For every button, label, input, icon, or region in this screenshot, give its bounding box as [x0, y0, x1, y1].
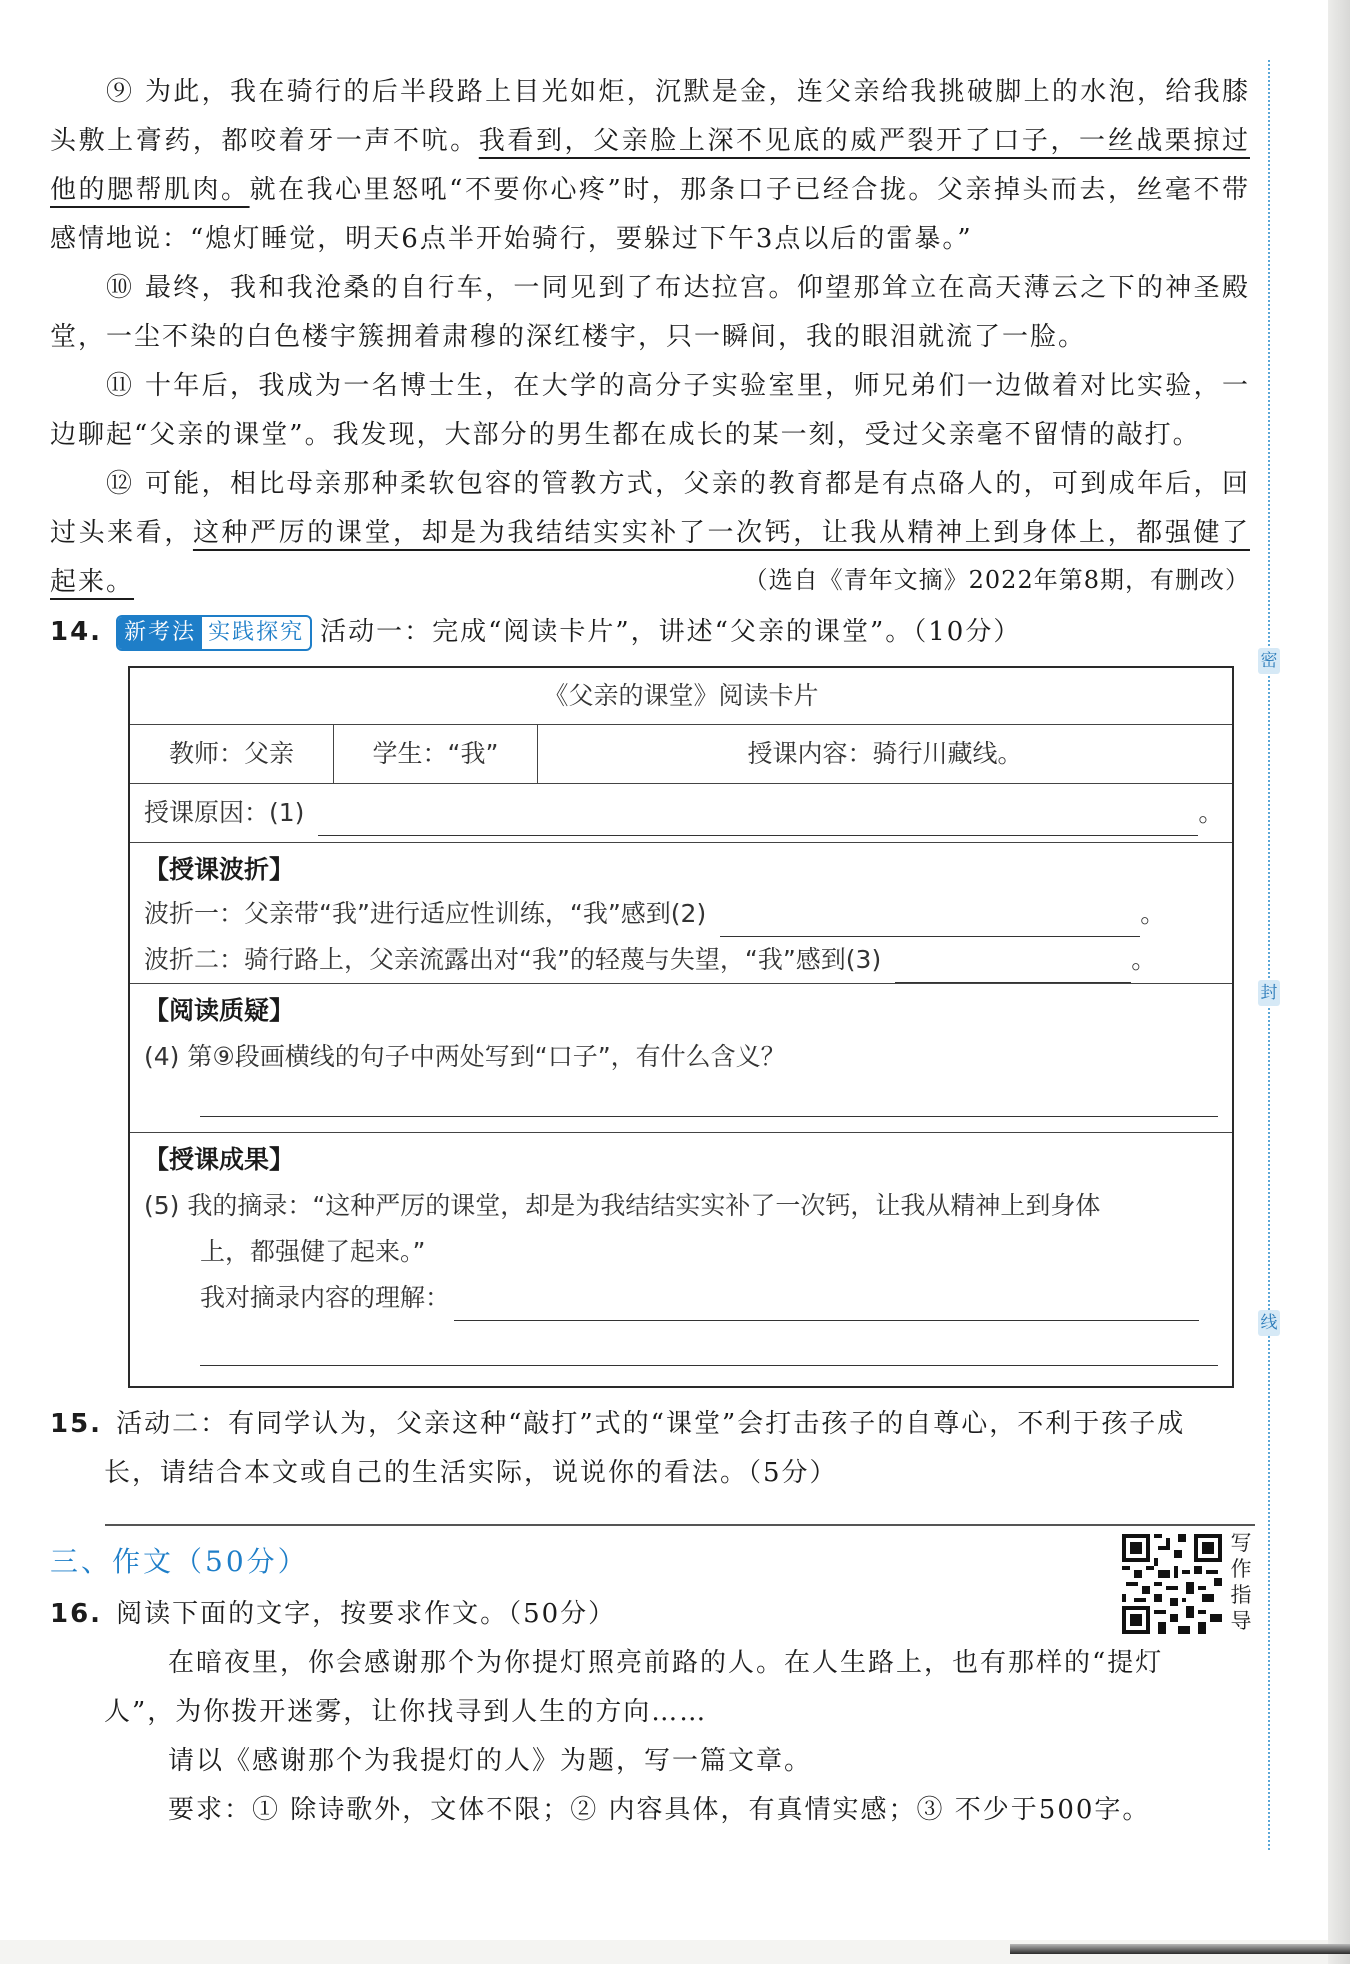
question-number: 15. [50, 1409, 103, 1439]
question-14 [50, 608, 1021, 657]
reading-passage [50, 68, 1250, 595]
margin-label-line: 线 [1258, 1310, 1280, 1336]
section-3-title: 三、作文（50分） [50, 1545, 309, 1578]
question-4: (4) 第⑨段画横线的句子中两处写到“口子”，有什么含义？ [144, 1042, 786, 1071]
answer-blank-5[interactable] [454, 1290, 1199, 1321]
question-heading: 【阅读质疑】 [144, 996, 295, 1025]
question-number: 14. [50, 617, 103, 647]
question-text: 活动一：完成“阅读卡片”，讲述“父亲的课堂”。（10分） [320, 617, 1022, 647]
margin-label-close: 封 [1258, 980, 1280, 1006]
section-divider [105, 1524, 1255, 1526]
question-15: 15. 活动二：有同学认为，父亲这种“敲打”式的“课堂”会打击孩子的自尊心，不利于孩子成 长，请结合本文或自己的生活实际，说说你的看法。（5分） [50, 1409, 1186, 1488]
twist-1: 波折一：父亲带“我”进行适应性训练，“我”感到(2) [144, 899, 707, 928]
answer-blank-4[interactable] [200, 1114, 1218, 1117]
paragraph-9: ⑨ 为此，我在骑行的后半段路上目光如炬，沉默是金，连父亲给我挑破脚上的水泡，给我膝头敷上膏药，都咬着牙一声不吭。我看到，父亲脸上深不见底的威严裂开了口子，一丝战栗掠过他的腮帮肌肉。就在我心里怒吼“不要你心疼”时，那条口子已经合拢。父亲掉头而去，丝毫不带感情地说：“熄灯睡觉，明天6点半开始骑行，要躲过下午3点以后的雷暴。” [50, 77, 1250, 254]
prompt-line-1: 在暗夜里，你会感谢那个为你提灯照亮前路的人。在人生路上，也有那样的“提灯 [168, 1648, 1164, 1678]
question-number: 16. [50, 1599, 103, 1629]
binding-line [1268, 60, 1270, 1850]
answer-blank-3[interactable] [895, 952, 1131, 983]
answer-blank-1[interactable] [318, 805, 1198, 836]
prompt-line-2: 人”，为你拨开迷雾，让你找寻到人生的方向…… [104, 1697, 708, 1727]
underlined-sentence-12: 这种严厉的课堂，却是为我结结实实补了一次钙，让我从精神上到身体上，都强健了起来。 [50, 518, 1250, 597]
paragraph-11: ⑪ 十年后，我成为一名博士生，在大学的高分子实验室里，师兄弟们一边做着对比实验，一边聊起“父亲的课堂”。我发现，大部分的男生都在成长的某一刻，受过父亲毫不留情的敲打。 [50, 371, 1250, 450]
excerpt-line-1: (5) 我的摘录：“这种严厉的课堂，却是为我结结实实补了一次钙，让我从精神上到身体 [144, 1191, 1101, 1220]
understanding-label: 我对摘录内容的理解： [200, 1283, 451, 1312]
paragraph-10: ⑩ 最终，我和我沧桑的自行车，一同见到了布达拉宫。仰望那耸立在高天薄云之下的神圣殿堂，一尘不染的白色楼宇簇拥着肃穆的深红楼宇，只一瞬间，我的眼泪就流了一脸。 [50, 273, 1250, 352]
margin-label-seal: 密 [1258, 648, 1280, 674]
new-exam-tag: 新考法 实践探究 [116, 615, 312, 651]
underlined-sentence-9: 我看到，父亲脸上深不见底的威严裂开了口子，一丝战栗掠过他的腮帮肌肉。 [50, 126, 1250, 205]
student-cell: 学生：“我” [334, 725, 538, 783]
reason-row: 授课原因：(1) 。 [130, 784, 1232, 843]
content-cell: 授课内容：骑行川藏线。 [747, 739, 1023, 768]
requirements: 要求：① 除诗歌外，文体不限；② 内容具体，有真情实感；③ 不少于500字。 [168, 1795, 1151, 1825]
twist-2: 波折二：骑行路上，父亲流露出对“我”的轻蔑与失望，“我”感到(3) [144, 945, 882, 974]
result-section [130, 1133, 1232, 1386]
excerpt-line-2: 上，都强健了起来。” [200, 1237, 426, 1266]
answer-blank-6[interactable] [200, 1363, 1218, 1366]
result-heading: 【授课成果】 [144, 1145, 295, 1174]
card-info-row [130, 725, 1232, 784]
twists-heading: 【授课波折】 [144, 855, 295, 884]
twists-section: 【授课波折】 波折一：父亲带“我”进行适应性训练，“我”感到(2) 。 波折二：骑行路上，父亲流露出对“我”的轻蔑与失望，“我”感到(3) 。 [130, 843, 1232, 984]
reason-label: 授课原因：(1) [144, 798, 305, 827]
question-16: 16. 阅读下面的文字，按要求作文。（50分） 在暗夜里，你会感谢那个为你提灯照亮前路的人。在人生路上，也有那样的“提灯 人”，为你拨开迷雾，让你找寻到人生的方向…… 请以《感谢那个为我提灯的人》为题，写一篇文章。 要求：① 除诗歌外，文体不限；② 内容具体，有真情实感；③ 不少于500字。 [50, 1590, 1260, 1835]
qr-label: 写 作 指 导 [1230, 1531, 1252, 1633]
writing-task: 请以《感谢那个为我提灯的人》为题，写一篇文章。 [168, 1746, 813, 1776]
page-shadow [1010, 1944, 1350, 1954]
paragraph-12: ⑫ 可能，相比母亲那种柔软包容的管教方式，父亲的教育都是有点硌人的，可到成年后，回过头来看，这种严厉的课堂，却是为我结结实实补了一次钙，让我从精神上到身体上，都强健了起来。 [50, 469, 1250, 597]
card-title: 《父亲的课堂》阅读卡片 [130, 668, 1232, 725]
source-citation: （选自《青年文摘》2022年第8期，有删改） [743, 566, 1250, 594]
reading-card [128, 666, 1234, 1388]
question-section [130, 984, 1232, 1133]
page-edge [1328, 0, 1350, 1964]
answer-blank-2[interactable] [720, 906, 1140, 937]
teacher-cell: 教师：父亲 [130, 725, 334, 783]
